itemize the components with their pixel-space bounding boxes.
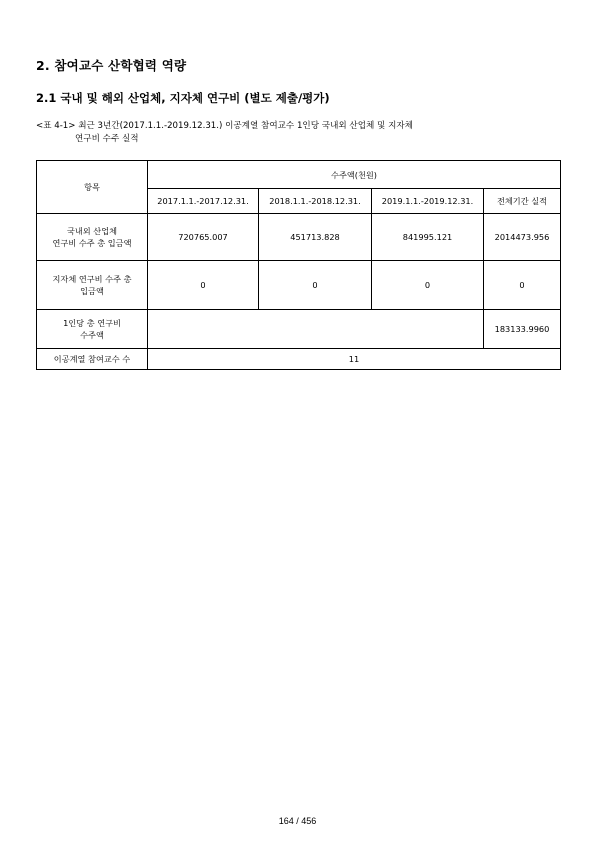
empty-merged-cell <box>148 310 484 349</box>
table-row <box>37 261 561 310</box>
table-caption <box>36 120 556 146</box>
table-cell: 0 <box>484 261 561 310</box>
table-cell: 183133.9960 <box>484 310 561 349</box>
table-cell: 2014473.956 <box>484 214 561 261</box>
row-label-local-gov: 지자체 연구비 수주 총 입금액 <box>37 261 148 310</box>
row-label-industry: 국내외 산업체 연구비 수주 총 입금액 <box>37 214 148 261</box>
page-number: 164 / 456 <box>278 816 317 826</box>
period-header-2018: 2018.1.1.-2018.12.31. <box>259 189 372 214</box>
section-heading: 2. 참여교수 산학협력 역량 <box>36 58 187 73</box>
caption-line-1: <표 4-1> 최근 3년간(2017.1.1.-2019.12.31.) 이공계열 참여교수 1인당 국내외 산업체 및 지자체 <box>36 121 413 131</box>
table-cell: 11 <box>148 349 561 370</box>
table-row <box>37 349 561 370</box>
caption-line-2: 연구비 수주 실적 <box>75 134 139 144</box>
item-header-cell: 항목 <box>37 161 148 214</box>
table-cell: 841995.121 <box>372 214 484 261</box>
table-row <box>37 310 561 349</box>
row-label-per-person: 1인당 총 연구비 수주액 <box>37 310 148 349</box>
table-cell: 720765.007 <box>148 214 259 261</box>
table-cell: 451713.828 <box>259 214 372 261</box>
table-cell: 0 <box>148 261 259 310</box>
table-cell: 0 <box>372 261 484 310</box>
period-header-total: 전체기간 실적 <box>484 189 561 214</box>
table-cell: 0 <box>259 261 372 310</box>
amount-header-cell: 수주액(천원) <box>148 161 561 189</box>
subsection-heading: 2.1 국내 및 해외 산업체, 지자체 연구비 (별도 제출/평가) <box>36 91 330 105</box>
research-funding-table <box>36 160 561 370</box>
period-header-2019: 2019.1.1.-2019.12.31. <box>372 189 484 214</box>
row-label-faculty-count: 이공계열 참여교수 수 <box>37 349 148 370</box>
table-row <box>37 214 561 261</box>
period-header-2017: 2017.1.1.-2017.12.31. <box>148 189 259 214</box>
table-header-row <box>37 161 561 189</box>
